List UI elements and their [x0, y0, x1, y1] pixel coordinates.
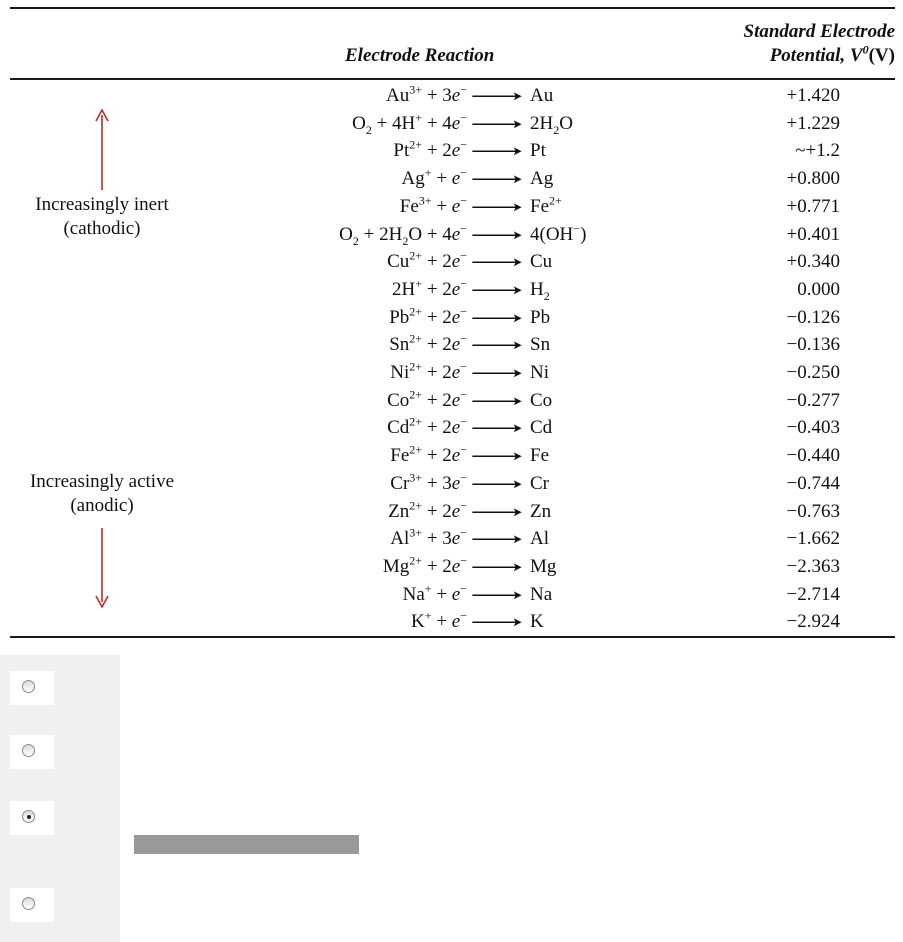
reaction-arrow-icon	[470, 221, 524, 249]
reaction-products: Co	[530, 389, 553, 411]
reaction-row	[0, 608, 903, 636]
reaction-arrow-icon	[470, 442, 524, 470]
reaction-reactants: $Zn^{2+} + 2e^-$	[388, 498, 467, 522]
reaction-arrow-icon	[470, 387, 524, 415]
answer-choice-3[interactable]	[10, 801, 54, 835]
label-inert-line2: (cathodic)	[63, 218, 141, 239]
standard-potential-value: −0.277	[786, 389, 840, 411]
standard-potential-value: ~+1.2	[795, 140, 840, 162]
label-active-line1: Increasingly active	[29, 471, 174, 492]
reaction-row	[0, 331, 903, 359]
header-potential-symbol: V	[849, 45, 863, 66]
label-active-line2: (anodic)	[70, 495, 134, 516]
reaction-reactants: $Cr^{3+} + 3e^-$	[390, 470, 467, 494]
radio-button[interactable]	[22, 680, 35, 693]
radio-button[interactable]	[22, 744, 35, 757]
reaction-products: Cu	[530, 251, 553, 273]
reaction-row	[0, 414, 903, 442]
reaction-arrow-icon	[470, 359, 524, 387]
reaction-products: Cd	[530, 417, 553, 439]
standard-potential-value: −2.714	[786, 583, 840, 605]
reaction-reactants: $O_2 + 4H^+ + 4e^-$	[352, 110, 467, 137]
reaction-arrow-icon	[470, 248, 524, 276]
reaction-row	[0, 525, 903, 553]
standard-potential-value: −0.126	[786, 306, 840, 328]
reaction-row	[0, 248, 903, 276]
answer-choice-1[interactable]	[10, 671, 54, 705]
reaction-row	[0, 442, 903, 470]
reaction-row	[0, 276, 903, 304]
reaction-products: Na	[530, 583, 553, 605]
standard-potential-value: −2.363	[786, 555, 840, 577]
reaction-products: Ag	[530, 168, 554, 190]
radio-button-selected[interactable]	[22, 810, 35, 823]
reaction-reactants: $Au^{3+} + 3e^-$	[386, 82, 467, 106]
reaction-arrow-icon	[470, 110, 524, 138]
reaction-reactants: $Co^{2+} + 2e^-$	[387, 387, 467, 411]
standard-potential-value: +0.340	[786, 251, 840, 273]
standard-potential-value: −0.440	[786, 445, 840, 467]
standard-potential-value: −1.662	[786, 528, 840, 550]
header-standard-electrode-potential	[744, 20, 895, 68]
reaction-products: Al	[530, 528, 549, 550]
reaction-products: Fe	[530, 445, 549, 467]
reaction-reactants: $Pb^{2+} + 2e^-$	[389, 304, 467, 328]
reaction-arrow-icon	[470, 165, 524, 193]
reaction-reactants: $Cu^{2+} + 2e^-$	[387, 248, 467, 273]
reaction-products: Cr	[530, 472, 549, 494]
reaction-reactants: Na+ + e−	[402, 581, 467, 605]
reaction-products: $2H_2O$	[530, 112, 573, 137]
reaction-row	[0, 553, 903, 581]
reaction-row	[0, 470, 903, 498]
reaction-reactants: $Cd^{2+} + 2e^-$	[387, 415, 467, 439]
answer-choice-4[interactable]	[10, 888, 54, 922]
reaction-arrow-icon	[470, 498, 524, 526]
reaction-row	[0, 137, 903, 165]
standard-potential-value: +0.800	[786, 168, 840, 190]
reaction-arrow-icon	[470, 553, 524, 581]
reaction-row	[0, 110, 903, 138]
header-potential-line1: Standard Electrode	[743, 21, 895, 42]
reaction-arrow-icon	[470, 193, 524, 221]
bottom-rule	[10, 636, 895, 638]
answer-choice-2[interactable]	[10, 735, 54, 769]
reaction-row	[0, 581, 903, 609]
reaction-row	[0, 304, 903, 332]
reaction-arrow-icon	[470, 331, 524, 359]
reaction-arrow-icon	[470, 304, 524, 332]
reaction-products: Sn	[530, 334, 551, 356]
reaction-row	[0, 193, 903, 221]
reaction-reactants: $Al^{3+} + 3e^-$	[390, 525, 467, 550]
header-potential-line2	[744, 44, 895, 68]
reaction-reactants: Ag+ + e−	[401, 165, 467, 190]
header-potential-superscript: 0	[862, 42, 869, 57]
answer-choices-panel	[0, 655, 120, 942]
redacted-answer-bar	[134, 835, 359, 854]
reaction-arrow-icon	[470, 581, 524, 609]
reaction-row	[0, 359, 903, 387]
standard-potential-value: −0.744	[786, 472, 840, 494]
header-electrode-reaction: Electrode Reaction	[345, 45, 495, 66]
reaction-reactants: $O_2 + 2H_2O + 4e^-$	[339, 221, 467, 248]
label-inert-line1: Increasingly inert	[35, 194, 169, 215]
standard-potential-value: +0.401	[786, 223, 840, 245]
header-potential-unit: (V)	[868, 45, 895, 66]
header-potential-prefix: Potential,	[769, 45, 850, 66]
reaction-arrow-icon	[470, 137, 524, 165]
reaction-row	[0, 165, 903, 193]
standard-potential-value: 0.000	[797, 278, 840, 300]
reaction-arrow-icon	[470, 608, 524, 636]
reaction-products: 4(OH−)	[530, 221, 587, 245]
standard-potential-value: −0.136	[786, 334, 840, 356]
reaction-row	[0, 387, 903, 415]
radio-button[interactable]	[22, 897, 35, 910]
standard-potential-value: −0.403	[786, 417, 840, 439]
reaction-products: Pt	[530, 140, 546, 162]
reaction-reactants: K+ + e−	[411, 608, 467, 633]
reaction-arrow-icon	[470, 525, 524, 553]
reaction-products: Mg	[530, 555, 557, 577]
reaction-products: K	[530, 611, 544, 633]
standard-potential-value: +1.420	[786, 85, 840, 106]
reaction-arrow-icon	[470, 276, 524, 304]
reaction-reactants: $Fe^{3+} + e^-$	[399, 193, 467, 217]
standard-potential-value: −2.924	[786, 611, 840, 633]
reaction-arrow-icon	[470, 470, 524, 498]
standard-potential-value: +0.771	[786, 195, 840, 217]
standard-potential-value: +1.229	[786, 112, 840, 134]
reaction-reactants: $Fe^{2+} + 2e^-$	[390, 442, 467, 467]
reaction-reactants: $Ni^{2+} + 2e^-$	[390, 359, 467, 383]
reaction-products: $H_2$	[530, 278, 550, 303]
reaction-row	[0, 221, 903, 249]
reaction-products: Ni	[530, 362, 549, 383]
reaction-reactants: $Mg^{2+} + 2e^-$	[382, 553, 467, 577]
reaction-arrow-icon	[470, 414, 524, 442]
reaction-reactants: $Sn^{2+} + 2e^-$	[389, 331, 467, 356]
standard-potential-value: −0.763	[786, 500, 840, 522]
reaction-products: Au	[530, 85, 554, 106]
reaction-reactants: 2H+ + 2e−	[392, 276, 467, 300]
reaction-reactants: $Pt^{2+} + 2e^-$	[393, 138, 467, 162]
reaction-products: $Fe^{2+}$	[530, 193, 562, 217]
reaction-products: Zn	[530, 500, 552, 522]
reaction-arrow-icon	[470, 82, 524, 110]
reaction-row	[0, 82, 903, 110]
reaction-products: Pb	[530, 306, 551, 328]
reaction-row	[0, 498, 903, 526]
standard-potential-value: −0.250	[786, 362, 840, 383]
